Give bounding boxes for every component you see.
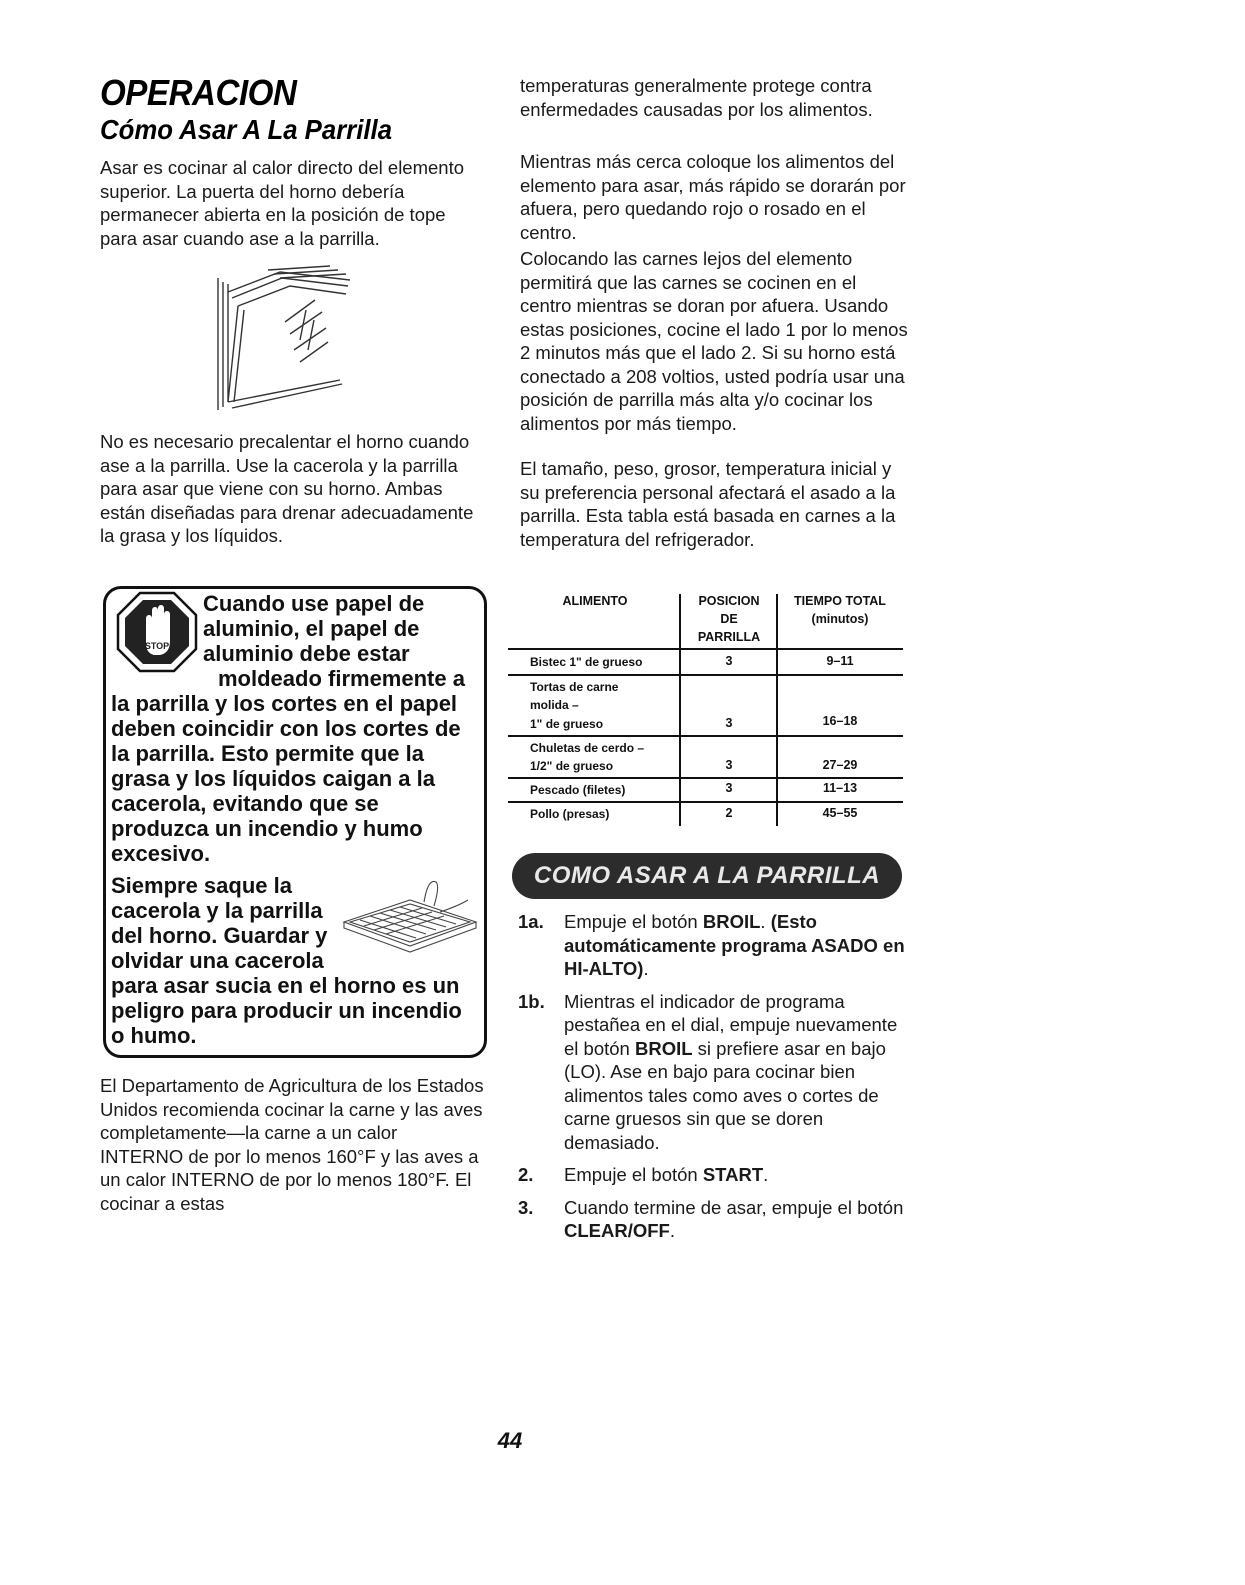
header-position-2: DE xyxy=(720,612,738,626)
banner-title: COMO ASAR A LA PARRILLA xyxy=(533,862,881,889)
table-cell-food: Chuletas de cerdo – xyxy=(530,741,645,755)
table-cell-time: 9–11 xyxy=(826,654,854,668)
step-item xyxy=(518,1163,908,1187)
table-cell-food: 1" de grueso xyxy=(530,717,604,731)
header-food: ALIMENTO xyxy=(562,594,628,608)
warning-line-1: Cuando use papel de xyxy=(203,591,425,616)
right-paragraph-1: temperaturas generalmente protege contra enfermedades causadas por los alimentos. xyxy=(520,75,873,120)
oven-door-illustration xyxy=(210,262,350,412)
table-cell-position: 3 xyxy=(725,781,733,795)
page-number: 44 xyxy=(497,1428,523,1453)
section-subtitle: Cómo Asar A La Parrilla xyxy=(100,114,393,145)
table-divider xyxy=(679,594,681,826)
step-text: Empuje el botón xyxy=(564,911,703,932)
table-cell-food: Tortas de carne xyxy=(530,680,619,694)
right-paragraph-3: Colocando las carnes lejos del elemento permitirá que las carnes se cocinen en el centro mientras se doran por afuera. Usando estas posiciones, cocine el lado 1 por lo menos 2 minutos más que el lado 2. Si su horno está conectado a 208 voltios, usted podría usar una posición de parrilla más alta y/o cocinar los alimentos por más tiempo. xyxy=(520,248,908,434)
page-title: OPERACION xyxy=(100,72,297,113)
warning-paragraph-2: para asar sucia en el horno es un peligro para producir un incendio o humo. xyxy=(111,973,462,1048)
table-cell-position: 2 xyxy=(725,806,733,820)
stop-label: STOP xyxy=(144,641,170,651)
table-rule xyxy=(508,777,903,779)
warning-p2-line-3: del horno. Guardar y xyxy=(111,923,328,948)
step-text: . xyxy=(760,911,771,932)
warning-p2-line-4: olvidar una cacerola xyxy=(111,948,324,973)
preheat-paragraph: No es necesario precalentar el horno cuando ase a la parrilla. Use la cacerola y la parrilla para asar que viene con su horno. Ambas están diseñadas para drenar adecuadamente la grasa y los líquidos. xyxy=(100,431,474,546)
table-rule xyxy=(508,801,903,803)
step-text: . xyxy=(763,1164,769,1185)
table-cell-position: 3 xyxy=(725,716,733,730)
step-number: 1b. xyxy=(518,990,545,1012)
table-cell-position: 3 xyxy=(725,654,733,668)
table-rule xyxy=(508,648,903,650)
table-cell-time: 11–13 xyxy=(822,781,858,795)
usda-paragraph: El Departamento de Agricultura de los Estados Unidos recomienda cocinar la carne y las aves completamente—la carne a un calor INTERNO de por lo menos 160°F y las aves a un calor INTERNO de por lo menos 180°F. El cocinar a estas xyxy=(100,1075,484,1214)
step-item xyxy=(518,990,908,1155)
warning-line-3: aluminio debe estar xyxy=(203,641,410,666)
header-position-3: PARRILLA xyxy=(697,630,761,644)
table-cell-food: Pescado (filetes) xyxy=(530,783,626,797)
right-paragraph-4: El tamaño, peso, grosor, temperatura inicial y su preferencia personal afectará el asado a la parrilla. Esta tabla está basada en carnes a la temperatura del refrigerador. xyxy=(520,458,896,550)
step-number: 3. xyxy=(518,1196,534,1218)
table-cell-food: 1/2" de grueso xyxy=(530,759,614,773)
step-number: 1a. xyxy=(518,911,544,932)
warning-line-4: moldeado firmemente a xyxy=(218,666,465,691)
step-number: 2. xyxy=(518,1164,534,1185)
step-emphasis: (Esto automáticamente programa ASADO en HI-ALTO) xyxy=(564,911,905,979)
table-rule xyxy=(508,735,903,737)
step-item xyxy=(518,1196,908,1243)
step-text: Empuje el botón xyxy=(564,1164,703,1185)
step-item xyxy=(518,910,908,981)
step-text: . xyxy=(669,1220,675,1241)
table-cell-position: 3 xyxy=(725,758,733,772)
header-position-1: POSICION xyxy=(698,594,760,608)
stop-hand-icon xyxy=(116,591,198,673)
table-cell-time: 16–18 xyxy=(822,714,858,728)
table-cell-food: Bistec 1" de grueso xyxy=(530,655,643,669)
header-time-2: (minutos) xyxy=(811,612,869,626)
step-button-name: BROIL xyxy=(702,911,761,932)
table-cell-time: 45–55 xyxy=(822,806,858,820)
warning-paragraph-1: la parrilla y los cortes en el papel deben coincidir con los cortes de la parrilla. Esto permite que la grasa y los líquidos caigan a la cacerola, evitando que se produzca un incendio y humo excesivo. xyxy=(111,691,461,866)
step-text: . xyxy=(643,958,649,979)
table-cell-food: Pollo (presas) xyxy=(530,807,610,821)
table-divider xyxy=(776,594,778,826)
broil-pan-icon xyxy=(340,872,480,962)
step-text: si prefiere asar en bajo (LO). Ase en bajo para cocinar bien alimentos tales como aves o cortes de carne gruesos sin que se doren demasiado. xyxy=(564,1037,886,1153)
warning-p2-line-1: Siempre saque la xyxy=(111,873,292,898)
table-cell-food: molida – xyxy=(530,698,579,712)
warning-p2-line-2: cacerola y la parrilla xyxy=(111,898,323,923)
step-text: Cuando termine de asar, empuje el botón xyxy=(564,1196,904,1218)
table-rule xyxy=(508,674,903,676)
table-cell-time: 27–29 xyxy=(822,758,858,772)
warning-line-2: aluminio, el papel de xyxy=(203,616,420,641)
step-button-name: START xyxy=(702,1164,764,1185)
step-button-name: CLEAR/OFF xyxy=(564,1220,670,1241)
right-paragraph-2: Mientras más cerca coloque los alimentos del elemento para asar, más rápido se dorarán por afuera, pero quedando rojo o rosado en el centro. xyxy=(520,151,906,243)
step-text: Mientras el indicador de programa pestañea en el dial, empuje nuevamente el botón xyxy=(564,990,898,1059)
intro-paragraph: Asar es cocinar al calor directo del elemento superior. La puerta del horno debería permanecer abierta en la posición de tope para asar cuando ase a la parrilla. xyxy=(100,157,465,249)
step-button-name: BROIL xyxy=(634,1037,693,1059)
header-time-1: TIEMPO TOTAL xyxy=(794,594,886,608)
steps-list xyxy=(518,910,908,1252)
section-banner xyxy=(512,853,902,899)
